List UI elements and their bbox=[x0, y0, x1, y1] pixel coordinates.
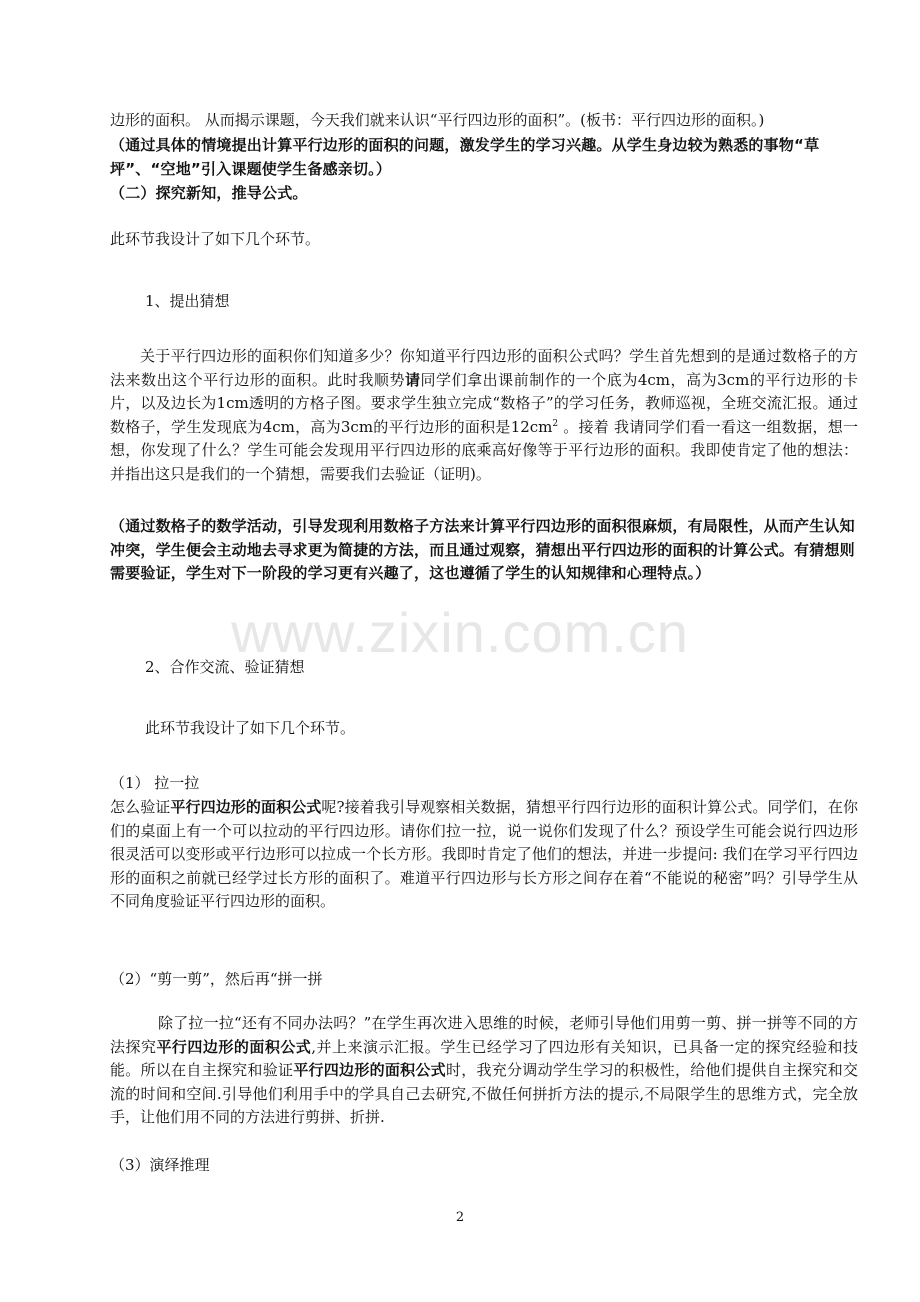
heading-pull: （1） 拉一拉 bbox=[110, 774, 200, 792]
note-counting: （通过数格子的数学活动，引导发现利用数格子方法来计算平行四边形的面积很麻烦，有局限性，从而产生认知冲突，学生便会主动地去寻求更为简捷的方法，而且通过观察，猜想出平行四边形的面积的计算公式。有猜想则需要验证，学生对下一阶段的学习更有兴趣了，这也遵循了学生的认知规律和心理特点。） bbox=[110, 517, 855, 582]
heading-guess: 1、提出猜想 bbox=[145, 292, 230, 310]
pull-text-bold: 平行四边形的面积公式 bbox=[170, 798, 322, 816]
watermark: www.zixin.com.cn bbox=[231, 601, 689, 664]
paragraph-steps-2: 此环节我设计了如下几个环节。 bbox=[145, 719, 356, 737]
pull-text-c: 呢?接着我引导观察相关数据，猜想平行四行边形的面积计算公式。同学们，在你们的桌面上有一个可以拉动的平行四边形。请你们拉一拉，说一说你们发现了什么？预设学生可能会说行四边形很灵活可以变形或平行边形可以拉成一个长方形。我即时肯定了他们的想法，并进一步提问: 我们在学习平行四边形的面积之前就已经学过长方形的面积了。难道平行四边形与长方形之间存在着“不能说的秘密”吗？引导学生从不同角度验证平行四边形的面积。 bbox=[110, 798, 858, 910]
cut-text-bold-1: 平行四边形的面积公式 bbox=[156, 1037, 312, 1056]
paragraph-pull bbox=[110, 796, 858, 914]
superscript-two: 2 bbox=[552, 418, 559, 429]
guess-text-c: 同学们拿出课前制作的一个底为4cm，高为3cm的平行边形的卡片，以及边长为1cm透明的方格子图。要求学生独立完成“数格子”的学习任务，教师巡视，全班交流汇报。通过数格子，学生发现底为4cm，高为3cm的平行边形的面积是12cm bbox=[110, 370, 858, 436]
cut-text-bold-2: 平行四边形的面积公式 bbox=[293, 1061, 446, 1079]
guess-text-a: 关于平行四边形的面积你们知道多少？你知道平行四边形的面积公式吗？学生首先想到的是通过数格子的方法来数出这个平行边形的面积。此时我顺势 bbox=[110, 347, 858, 389]
heading-cut: （2）“剪一剪”，然后再“拼一拼 bbox=[110, 970, 323, 988]
paragraph-guess bbox=[110, 345, 858, 486]
page-number: 2 bbox=[455, 1210, 465, 1225]
cut-text-a: 除了拉一拉“还有不同办法吗？”在学生再次进入思维的时候，老师引导他们用剪一剪、拼一拼等不同的方法探究 bbox=[110, 1014, 858, 1056]
heading-explore: （二）探究新知，推导公式。 bbox=[110, 184, 308, 202]
cut-text-e: 时，我充分调动学生学习的积极性，给他们提供自主探究和交流的时间和空间.引导他们利用手中的学具自己去研究,不做任何拼折方法的提示,不局限学生的思维方式，完全放手，让他们用不同的方法进行剪拼、折拼. bbox=[110, 1061, 858, 1126]
heading-deduce: （3）演绎推理 bbox=[110, 1156, 210, 1174]
note-situation: （通过具体的情境提出计算平行边形的面积的问题，激发学生的学习兴趣。从学生身边较为熟悉的事物“草坪”、“空地”引入课题使学生备感亲切。） bbox=[110, 136, 820, 178]
paragraph-cut bbox=[110, 1012, 858, 1130]
heading-verify: 2、合作交流、验证猜想 bbox=[145, 658, 305, 676]
guess-text-d: 。接着 我请同学们看一看这一组数据，想一想，你发现了什么？学生可能会发现用平行四边形的底乘高好像等于平行边形的面积。我即使肯定了他的想法：并指出这只是我们的一个猜想，需要我们去验证（证明)。 bbox=[110, 417, 858, 483]
paragraph-steps: 此环节我设计了如下几个环节。 bbox=[110, 230, 321, 248]
paragraph-intro: 边形的面积。 从而揭示课题，今天我们就来认识“平行四边形的面积”。(板书：平行四边形的面积。) bbox=[110, 111, 765, 129]
pull-text-a: 怎么验证 bbox=[110, 798, 171, 816]
guess-text-bold: 请 bbox=[404, 370, 421, 389]
cut-text-c: ,并上来演示汇报。学生已经学习了四边形有关知识，已具备一定的探究经验和技能。所以在自主探究和验证 bbox=[110, 1037, 858, 1079]
